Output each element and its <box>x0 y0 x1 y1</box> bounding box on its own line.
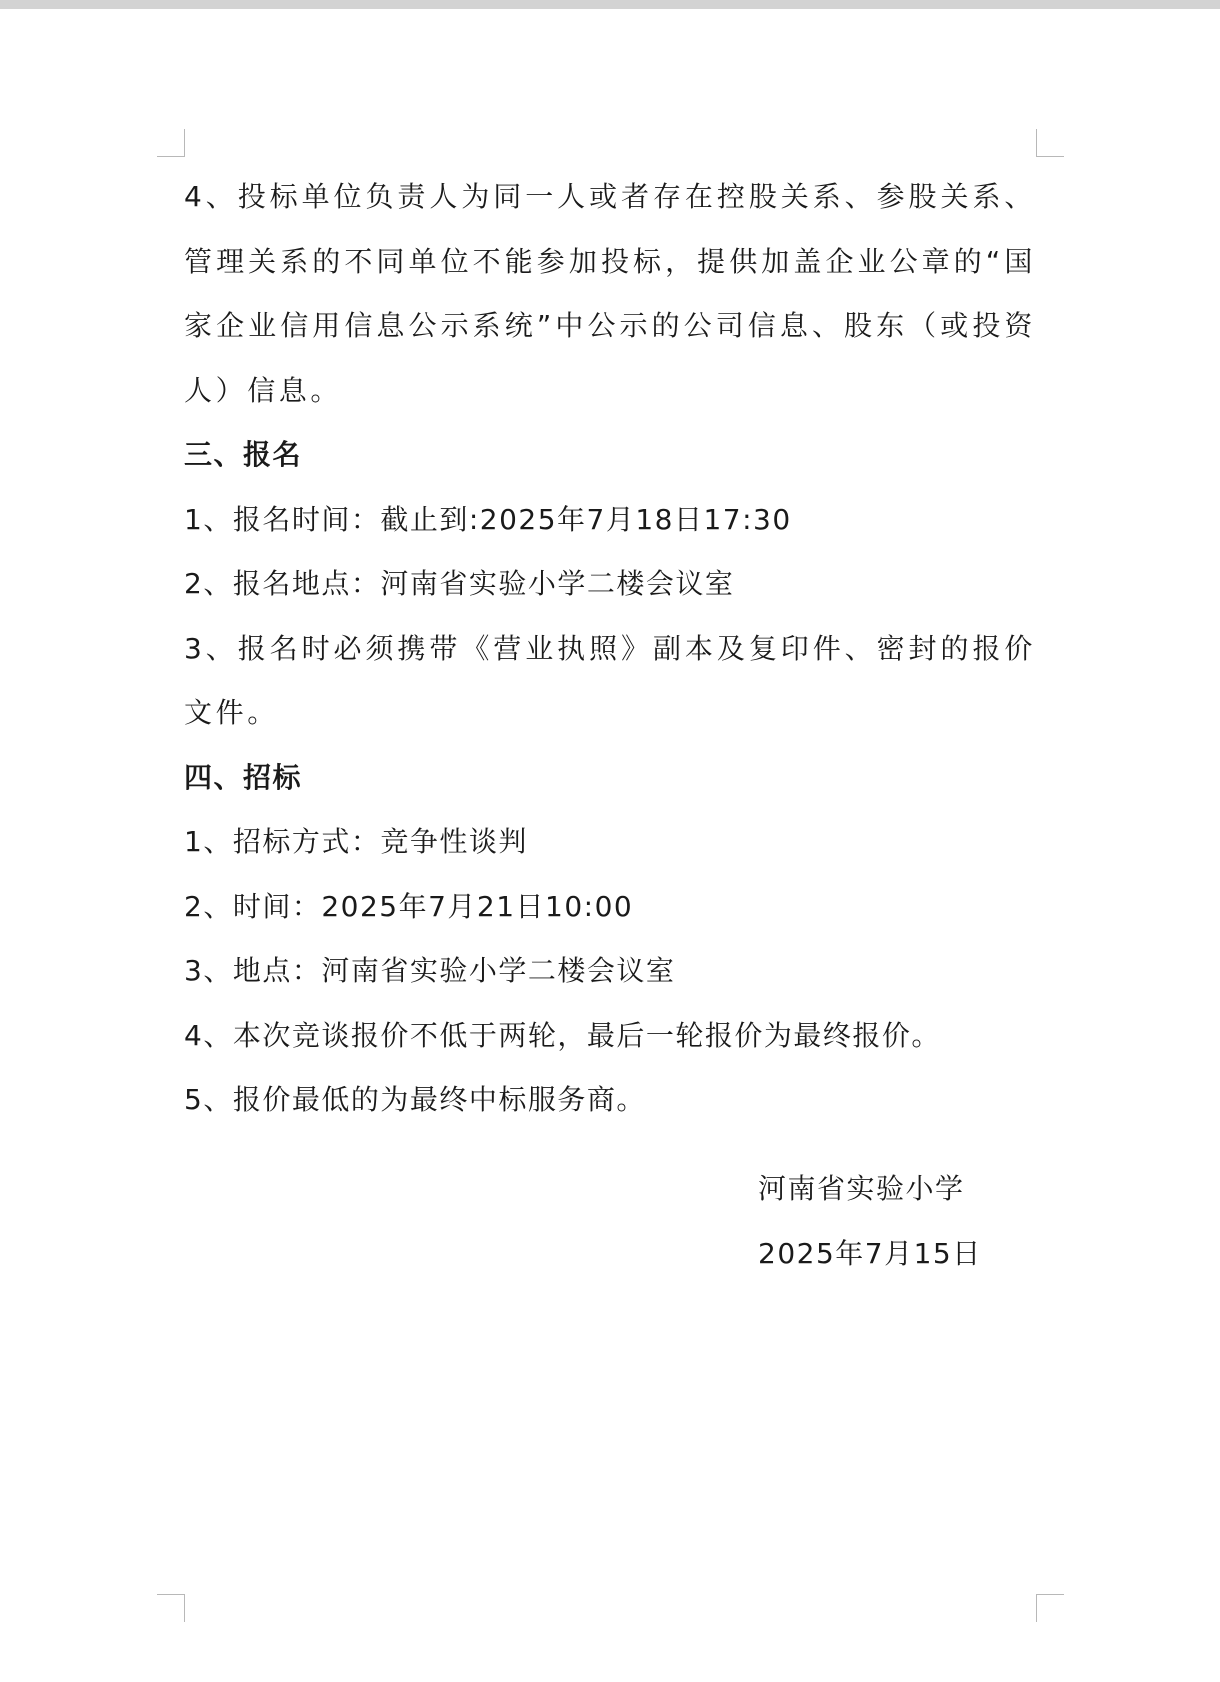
section-heading-bidding: 四、招标 <box>184 760 303 794</box>
document-body <box>184 165 1036 1133</box>
bidding-method: 1、招标方式：竞争性谈判 <box>184 825 528 858</box>
crop-mark-bottom-left <box>157 1594 185 1622</box>
registration-location: 2、报名地点：河南省实验小学二楼会议室 <box>184 567 735 600</box>
signature-block <box>758 1157 982 1286</box>
bidding-time: 2、时间：2025年7月21日10:00 <box>184 889 634 923</box>
signature-date: 2025年7月15日 <box>758 1236 982 1270</box>
bidding-winner-rule: 5、报价最低的为最终中标服务商。 <box>184 1083 646 1116</box>
top-toolbar-edge <box>0 0 1220 9</box>
signature-organization: 河南省实验小学 <box>758 1172 965 1205</box>
crop-mark-top-left <box>157 129 185 157</box>
registration-time: 1、报名时间：截止到:2025年7月18日17:30 <box>184 502 792 536</box>
section-heading-registration: 三、报名 <box>184 438 303 471</box>
paragraph-bid-eligibility: 4、投标单位负责人为同一人或者存在控股关系、参股关系、管理关系的不同单位不能参加投标，提供加盖企业公章的“国家企业信用信息公示系统”中公示的公司信息、股东（或投资人）信息。 <box>184 180 1036 407</box>
bidding-rounds: 4、本次竞谈报价不低于两轮，最后一轮报价为最终报价。 <box>184 1018 941 1052</box>
crop-mark-bottom-right <box>1036 1594 1064 1622</box>
crop-mark-top-right <box>1036 129 1064 157</box>
bidding-location: 3、地点：河南省实验小学二楼会议室 <box>184 954 676 987</box>
document-page <box>0 9 1220 1682</box>
registration-requirements: 3、报名时必须携带《营业执照》副本及复印件、密封的报价文件。 <box>184 631 1036 729</box>
